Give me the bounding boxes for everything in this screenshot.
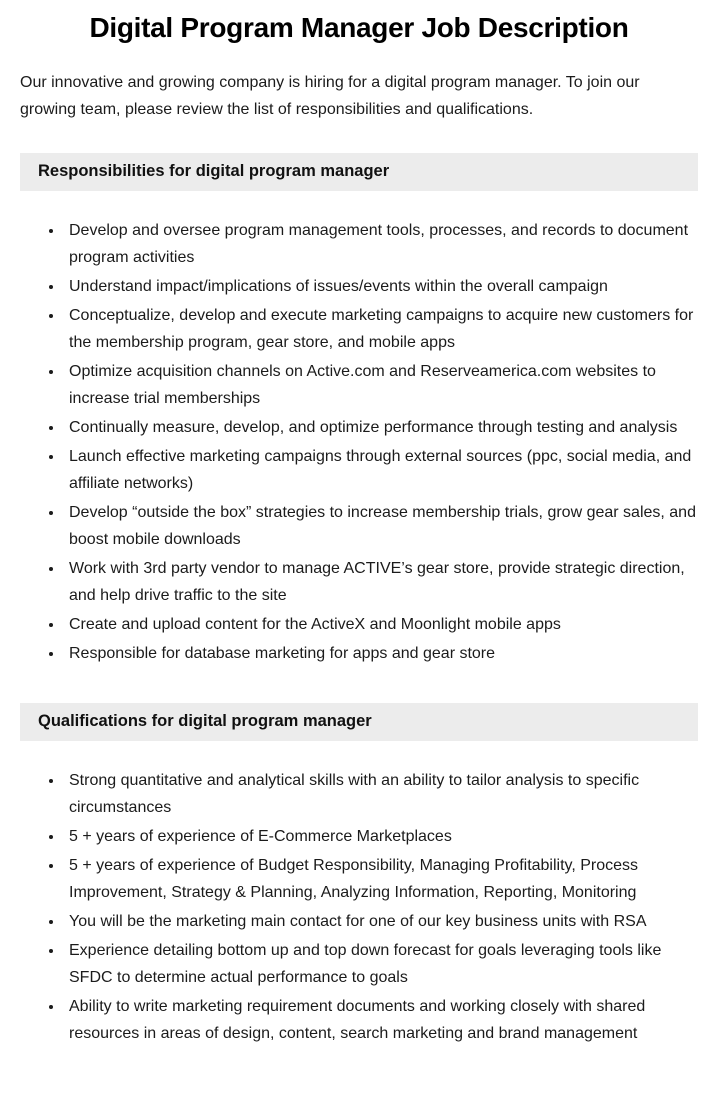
list-item: • Create and upload content for the ActiveX and Moonlight mobile apps <box>64 611 698 638</box>
page-title: Digital Program Manager Job Description <box>89 12 629 43</box>
list-item: • Conceptualize, develop and execute marketing campaigns to acquire new customers for the membership program, gear store, and mobile apps <box>64 302 698 356</box>
list-item: • Experience detailing bottom up and top down forecast for goals leveraging tools like SFDC to determine actual performance to goals <box>64 937 698 991</box>
list-item: • 5 + years of experience of Budget Responsibility, Managing Profitability, Process Improvement, Strategy & Planning, Analyzing Information, Reporting, Monitoring <box>64 852 698 906</box>
responsibilities-list <box>20 217 698 667</box>
qualifications-heading-text: Qualifications for digital program manager <box>38 712 372 730</box>
list-item: • You will be the marketing main contact for one of our key business units with RSA <box>64 908 698 935</box>
responsibilities-section-header <box>20 153 698 191</box>
list-item: • Understand impact/implications of issues/events within the overall campaign <box>64 273 698 300</box>
list-item: • Responsible for database marketing for apps and gear store <box>64 640 698 667</box>
qualifications-list <box>20 767 698 1047</box>
list-item: • Develop “outside the box” strategies to increase membership trials, grow gear sales, and boost mobile downloads <box>64 499 698 553</box>
list-item: • Continually measure, develop, and optimize performance through testing and analysis <box>64 414 698 441</box>
list-item: • Launch effective marketing campaigns through external sources (ppc, social media, and affiliate networks) <box>64 443 698 497</box>
intro-paragraph: Our innovative and growing company is hiring for a digital program manager. To join our growing team, please review the list of responsibilities and qualifications. <box>20 74 640 118</box>
list-item: • Ability to write marketing requirement documents and working closely with shared resources in areas of design, content, search marketing and brand management <box>64 993 698 1047</box>
list-item: • 5 + years of experience of E-Commerce Marketplaces <box>64 823 698 850</box>
responsibilities-heading-text: Responsibilities for digital program manager <box>38 162 390 180</box>
list-item: • Optimize acquisition channels on Active.com and Reserveamerica.com websites to increase trial memberships <box>64 358 698 412</box>
qualifications-section-header <box>20 703 698 741</box>
list-item: • Develop and oversee program management tools, processes, and records to document program activities <box>64 217 698 271</box>
list-item: • Work with 3rd party vendor to manage ACTIVE’s gear store, provide strategic direction, and help drive traffic to the site <box>64 555 698 609</box>
list-item: • Strong quantitative and analytical skills with an ability to tailor analysis to specific circumstances <box>64 767 698 821</box>
